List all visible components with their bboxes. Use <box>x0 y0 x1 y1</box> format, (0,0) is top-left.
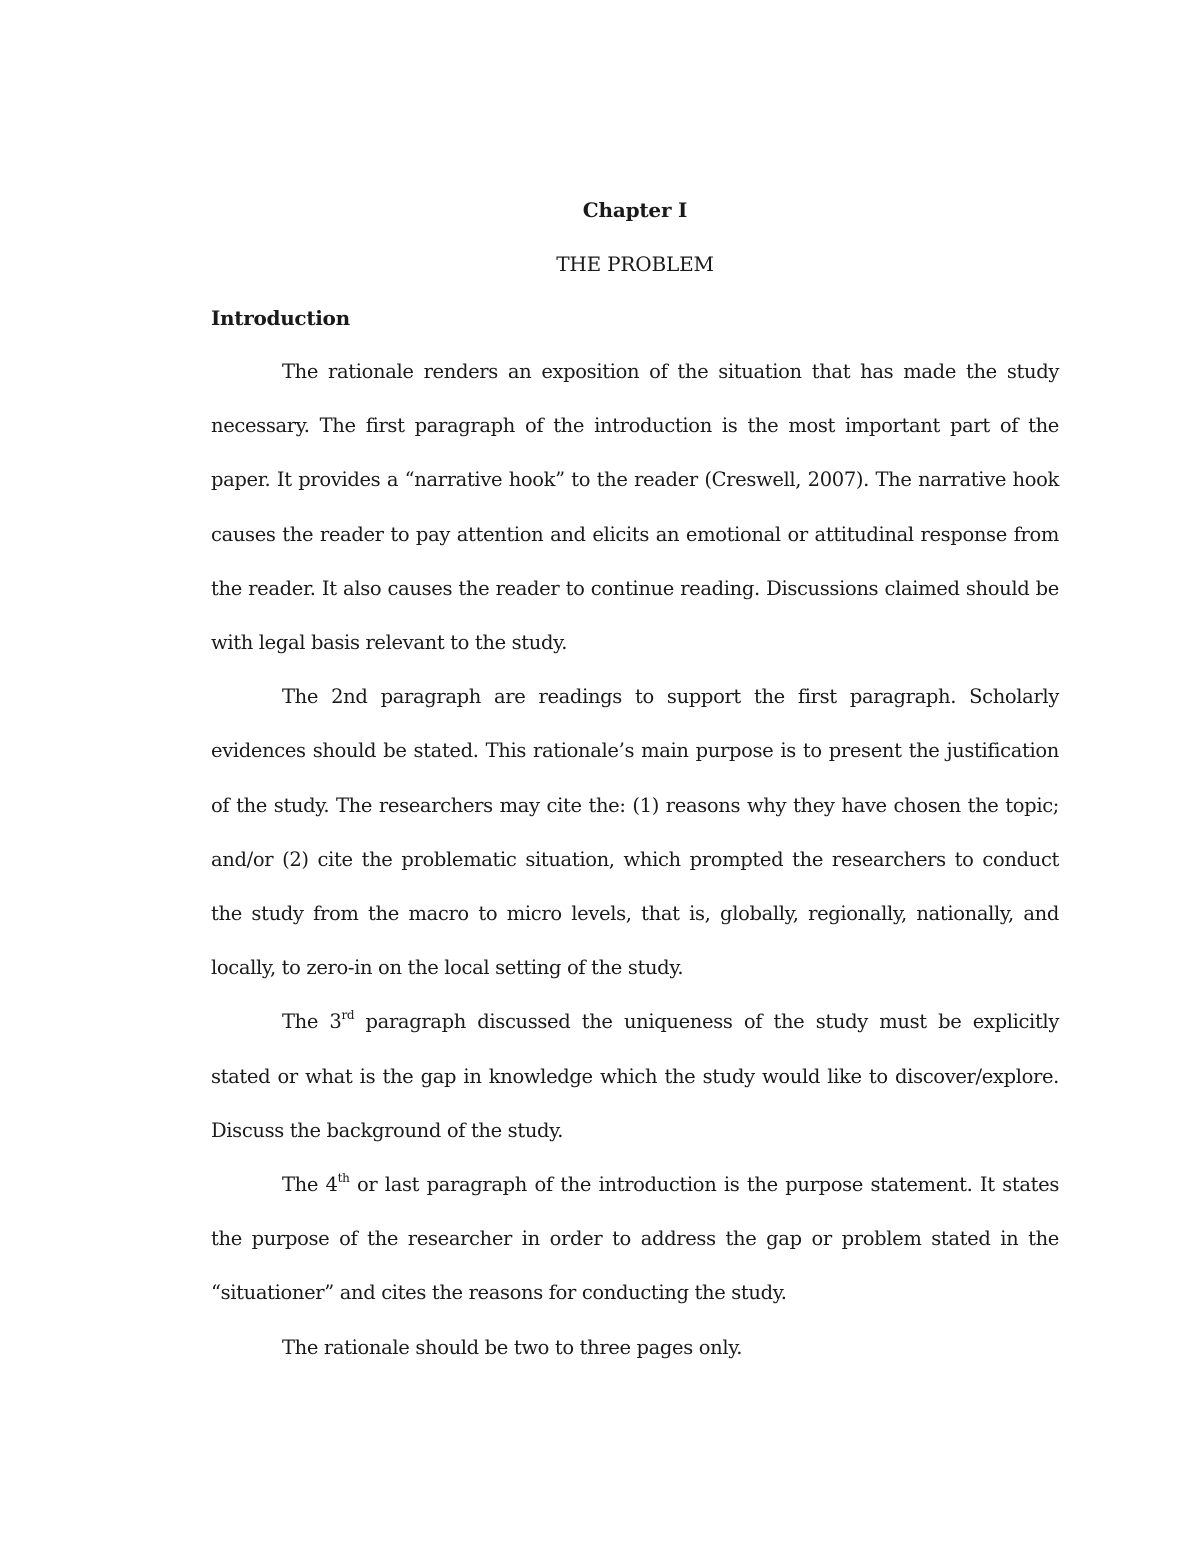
paragraph-2 <box>211 670 1059 995</box>
body-text <box>211 345 1059 1375</box>
paragraph-3 <box>211 995 1059 1158</box>
paragraph-text: The rationale should be two to three pages only. <box>282 1335 743 1359</box>
chapter-label: Chapter I <box>582 198 688 222</box>
paragraph-text: or last paragraph of the introduction is the purpose statement. It states the purpose of the researcher in order to address the gap or problem stated in the “situationer” and cites the reasons for conducting the study. <box>211 1173 1059 1305</box>
ordinal-superscript: th <box>337 1171 350 1186</box>
paragraph-text: The rationale renders an exposition of the situation that has made the study necessary. The first paragraph of the introduction is the most important part of the paper. It provides a “narrative hook” to the reader (Creswell, 2007). The narrative hook causes the reader to pay attention and elicits an emotional or attitudinal response from the reader. It also causes the reader to continue reading. Discussions claimed should be with legal basis relevant to the study. <box>211 360 1059 655</box>
paragraph-text: paragraph discussed the uniqueness of the study must be explicitly stated or what is the gap in knowledge which the study would like to discover/explore. Discuss the background of the study. <box>211 1010 1059 1142</box>
section-heading: Introduction <box>211 306 350 330</box>
paragraph-text: The 2nd paragraph are readings to support the first paragraph. Scholarly evidences should be stated. This rationale’s main purpose is to present the justification of the study. The researchers may cite the: (1) reasons why they have chosen the topic; and/or (2) cite the problematic situation, which prompted the researchers to conduct the study from the macro to micro levels, that is, globally, regionally, nationally, and locally, to zero-in on the local setting of the study. <box>211 685 1059 980</box>
paragraph-prefix: The 3 <box>282 1010 342 1034</box>
paragraph-prefix: The 4 <box>282 1173 338 1197</box>
chapter-title: THE PROBLEM <box>556 252 714 276</box>
ordinal-superscript: rd <box>341 1008 355 1023</box>
paragraph-5 <box>211 1321 1059 1375</box>
paragraph-1 <box>211 345 1059 670</box>
paragraph-4 <box>211 1158 1059 1321</box>
